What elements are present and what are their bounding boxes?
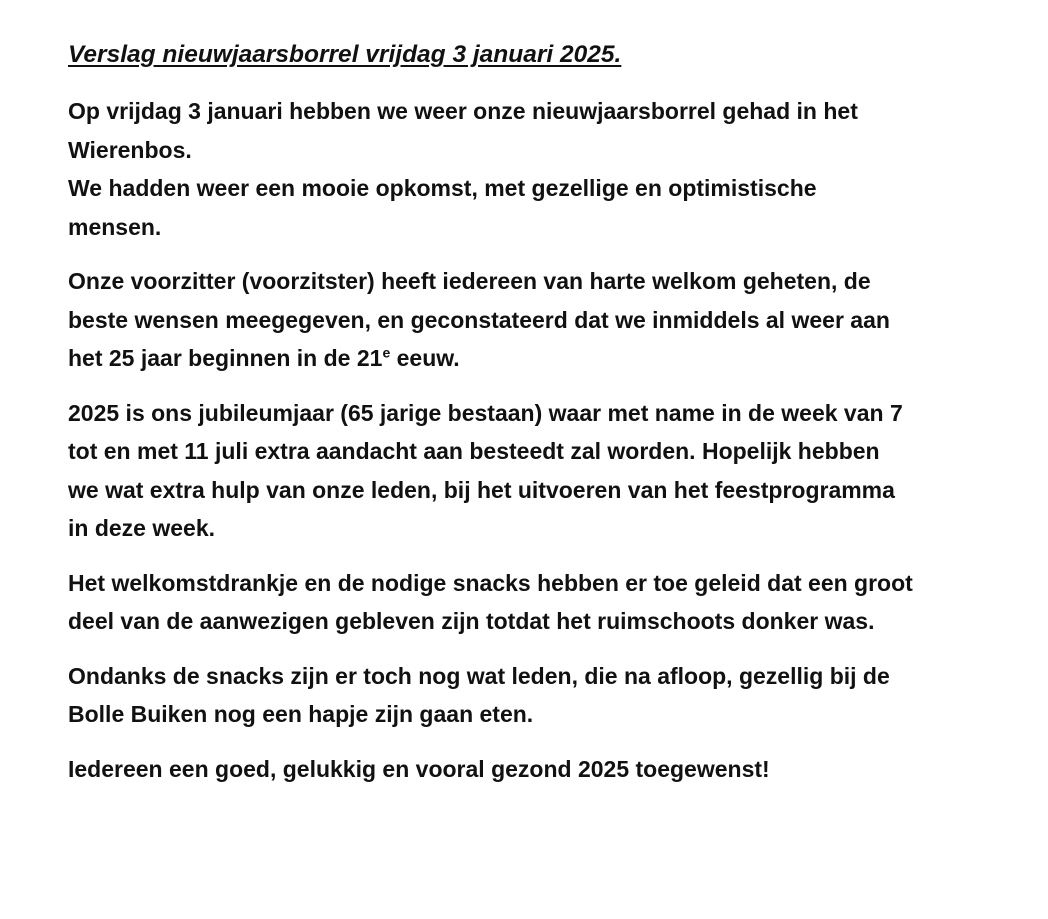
paragraph-line: We hadden weer een mooie opkomst, met gezellige en optimistische: [68, 175, 817, 201]
paragraph-opening: [68, 92, 1028, 246]
paragraph-line: tot en met 11 juli extra aandacht aan besteedt zal worden. Hopelijk hebben: [68, 438, 880, 464]
paragraph-chair-welcome: [68, 262, 1028, 378]
paragraph-dinner: [68, 657, 1028, 734]
paragraph-line: in deze week.: [68, 515, 216, 541]
line-text: het 25 jaar beginnen in de 21: [68, 345, 383, 371]
paragraph-line: Bolle Buiken nog een hapje zijn gaan eten.: [68, 701, 534, 727]
paragraph-line: Op vrijdag 3 januari hebben we weer onze nieuwjaarsborrel gehad in het: [68, 98, 858, 124]
paragraph-drinks: [68, 564, 1028, 641]
paragraph-line: mensen.: [68, 213, 162, 240]
paragraph-line: we wat extra hulp van onze leden, bij het uitvoeren van het feestprogramma: [68, 476, 895, 503]
paragraph-line: deel van de aanwezigen gebleven zijn totdat het ruimschoots donker was.: [68, 608, 875, 634]
paragraph-closing-wish: [68, 750, 1028, 789]
paragraph-line: [68, 339, 1028, 378]
document-page: [68, 36, 1028, 804]
paragraph-line: Wierenbos.: [68, 136, 192, 163]
ordinal-superscript: e: [382, 344, 391, 361]
paragraph-line: 2025 is ons jubileumjaar (65 jarige bestaan) waar met name in de week van 7: [68, 399, 903, 426]
paragraph-jubilee: [68, 394, 1028, 548]
line-text: eeuw.: [390, 345, 460, 371]
document-title: Verslag nieuwjaarsborrel vrijdag 3 januari 2025.: [68, 41, 622, 68]
paragraph-line: Ondanks de snacks zijn er toch nog wat leden, die na afloop, gezellig bij de: [68, 662, 890, 689]
paragraph-line: beste wensen meegegeven, en geconstateerd dat we inmiddels al weer aan: [68, 306, 890, 333]
paragraph-line: Het welkomstdrankje en de nodige snacks hebben er toe geleid dat een groot: [68, 569, 913, 596]
paragraph-line: Onze voorzitter (voorzitster) heeft iedereen van harte welkom geheten, de: [68, 268, 871, 294]
paragraph-line: Iedereen een goed, gelukkig en vooral gezond 2025 toegewenst!: [68, 755, 770, 782]
